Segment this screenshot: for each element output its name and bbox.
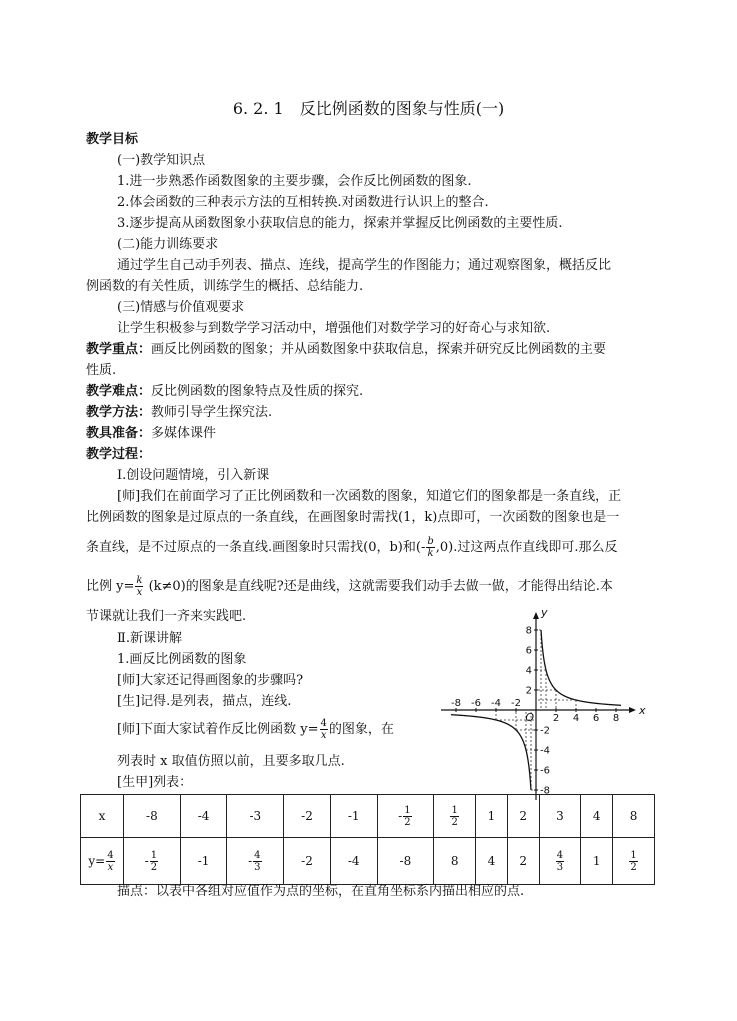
x-tick-label: -4 xyxy=(491,698,501,709)
fraction-b-denominator: k xyxy=(427,548,434,559)
dialog-line-3b: 的图象，在 xyxy=(328,722,394,737)
y-tick-label: -6 xyxy=(540,765,550,777)
table-y-fraction-numerator: 4 xyxy=(107,849,114,861)
table-y-prefix: y= xyxy=(88,853,106,868)
origin-label: O xyxy=(525,711,534,724)
table-y-fraction-denominator: x xyxy=(107,861,114,873)
table-cell-fraction: $\frac{1}{2}$ xyxy=(451,804,458,828)
ability-text-2: 例函数的有关性质，训练学生的概括、总结能力. xyxy=(86,279,364,294)
y-tick-label: 2 xyxy=(525,685,532,697)
table-row-y xyxy=(81,838,655,885)
fraction-4-numerator: 4 xyxy=(320,718,327,729)
x-tick-label: 4 xyxy=(572,713,580,724)
fraction-k-numerator: k xyxy=(136,575,143,586)
table-cell-y: -1 xyxy=(180,838,227,885)
table-cell-y: -4 xyxy=(330,838,377,885)
knowledge-item-1: 1.进一步熟悉作函数图象的主要步骤，会作反比例函数的图象. xyxy=(117,174,472,189)
y-tick-label: 4 xyxy=(525,665,532,677)
paragraph-1-line-3a: 条直线，是不过原点的一条直线.画图象时只需找(0，b)和(- xyxy=(86,540,426,555)
subsection-1-heading: 1.画反比例函数的图象 xyxy=(117,652,247,667)
section-1-heading: Ⅰ.创设问题情境，引入新课 xyxy=(117,468,270,483)
table-cell-x: - $\frac{1}{2}$ xyxy=(377,795,434,838)
paragraph-1-line-2: 比例函数的图象是过原点的一条直线，在画图象时需找(1，k)点即可，一次函数的图象也是一 xyxy=(86,510,620,525)
table-y-fraction xyxy=(106,850,114,873)
ability-text-1: 通过学生自己动手列表、描点、连线，提高学生的作图能力；通过观察图象，概括反比 xyxy=(117,258,612,273)
goals-heading: 教学目标 xyxy=(86,132,139,147)
hyperbola-branch-negative xyxy=(451,715,531,790)
table-cell-x: -3 xyxy=(227,795,284,838)
x-tick-label: -2 xyxy=(511,698,521,709)
table-cell-x: 4 xyxy=(581,795,613,838)
paragraph-1-line-4a: 比例 y= xyxy=(86,579,135,594)
table-cell-y: - $\frac{4}{3}$ xyxy=(227,838,284,885)
table-cell-x: 2 xyxy=(507,795,539,838)
y-tick-label: 6 xyxy=(525,645,532,657)
knowledge-heading: (一)教学知识点 xyxy=(117,153,206,168)
table-cell-y: -8 xyxy=(377,838,434,885)
fraction-b-numerator: b xyxy=(427,536,434,547)
table-cell-x: -1 xyxy=(330,795,377,838)
paragraph-1-line-3 xyxy=(86,536,618,559)
paragraph-1-line-5: 节课就让我们一齐来实践吧. xyxy=(86,609,247,624)
table-cell-fraction: $\frac{1}{2}$ xyxy=(150,849,158,873)
focus-line-1 xyxy=(86,342,606,358)
table-y-header xyxy=(81,838,124,885)
fraction-k-denominator: x xyxy=(136,587,143,598)
table-cell-y: - $\frac{1}{2}$ xyxy=(124,838,181,885)
table-cell-x: -4 xyxy=(180,795,227,838)
method-label: 教学方法： xyxy=(86,405,152,420)
y-axis-label: y xyxy=(541,610,548,619)
dialog-line-1: [师]大家还记得画图象的步骤吗? xyxy=(117,673,304,688)
table-cell-x: -8 xyxy=(124,795,181,838)
process-label: 教学过程： xyxy=(86,447,152,462)
knowledge-item-3: 3.逐步提高从函数图象小获取信息的能力，探索并掌握反比例函数的主要性质. xyxy=(117,216,563,231)
ability-heading: (二)能力训练要求 xyxy=(117,237,219,252)
table-cell-y: 2 xyxy=(507,838,539,885)
method-line xyxy=(86,405,272,421)
table-cell-y: 4 xyxy=(476,838,508,885)
paragraph-1-line-4b: (k≠0)的图象是直线呢?还是曲线，这就需要我们动手去做一做，才能得出结论.本 xyxy=(144,579,613,594)
paragraph-1-line-1: [师]我们在前面学习了正比例函数和一次函数的图象，知道它们的图象都是一条直线，正 xyxy=(117,489,622,504)
emotion-heading: (三)情感与价值观要求 xyxy=(117,300,245,315)
x-axis-arrow xyxy=(629,707,636,713)
value-table xyxy=(80,794,655,885)
table-cell-y xyxy=(613,838,655,885)
tools-text: 多媒体课件 xyxy=(151,426,217,441)
method-text: 教师引导学生探究法. xyxy=(151,405,273,420)
y-tick-label: -4 xyxy=(540,745,550,757)
table-x-header: x xyxy=(81,795,124,838)
dialog-line-3a: [师]下面大家试着作反比例函数 y= xyxy=(117,722,319,737)
paragraph-1-line-4 xyxy=(86,575,613,598)
dialog-line-4: 列表时 x 取值仿照以前，且要多取几点. xyxy=(117,754,345,769)
table-cell-fraction: $\frac{4}{3}$ xyxy=(556,849,564,873)
x-tick-label: 8 xyxy=(612,713,620,724)
fraction-4-denominator: x xyxy=(320,730,327,741)
y-tick-label: -2 xyxy=(540,725,550,737)
knowledge-item-2: 2.体会函数的三种表示方法的互相转换.对函数进行认识上的整合. xyxy=(117,195,489,210)
table-cell-y: 8 xyxy=(434,838,476,885)
y-axis-arrow xyxy=(533,612,539,619)
fraction-k-over-x xyxy=(135,575,143,598)
x-axis-label: x xyxy=(639,704,646,717)
emotion-text: 让学生积极参与到数学学习活动中，增强他们对数学学习的好奇心与求知欲. xyxy=(117,321,551,336)
table-cell-x: 8 xyxy=(613,795,655,838)
y-tick-label: -8 xyxy=(540,785,550,797)
dialog-line-5: [生甲]列表： xyxy=(117,775,193,790)
table-cell-x: 1 xyxy=(476,795,508,838)
difficulty-label: 教学难点： xyxy=(86,384,152,399)
fraction-4-over-x xyxy=(320,718,328,741)
paragraph-1-line-3b: ,0).过这两点作直线即可.那么反 xyxy=(435,540,618,555)
table-cell-y xyxy=(539,838,581,885)
fraction-b-over-k xyxy=(426,536,434,559)
table-cell-fraction: $\frac{1}{2}$ xyxy=(404,804,411,828)
table-cell-fraction: $\frac{4}{3}$ xyxy=(254,849,261,873)
x-tick-label: -8 xyxy=(451,698,461,709)
x-tick-label: -6 xyxy=(471,698,481,709)
table-cell-y: -2 xyxy=(284,838,331,885)
table-cell-x: 3 xyxy=(539,795,581,838)
x-tick-label: 2 xyxy=(552,713,560,724)
difficulty-line xyxy=(86,384,363,400)
dialog-line-3 xyxy=(117,718,394,741)
difficulty-text: 反比例函数的图象特点及性质的探究. xyxy=(151,384,364,399)
table-cell-x xyxy=(434,795,476,838)
table-cell-x: -2 xyxy=(284,795,331,838)
x-tick-label: 6 xyxy=(592,713,600,724)
tools-line xyxy=(86,426,216,442)
table-cell-y: 1 xyxy=(581,838,613,885)
table-cell-fraction: $\frac{1}{2}$ xyxy=(630,849,637,873)
footer-text: 描点：以表中各组对应值作为点的坐标，在直角坐标系内描出相应的点. xyxy=(117,884,525,899)
focus-text-2: 性质. xyxy=(86,363,117,378)
focus-label: 教学重点： xyxy=(86,342,152,357)
y-tick-label: 8 xyxy=(525,625,532,637)
hyperbola-branch-positive xyxy=(541,630,621,705)
tools-label: 教具准备： xyxy=(86,426,152,441)
page-title: 6. 2. 1 反比例函数的图象与性质(一) xyxy=(232,99,505,118)
focus-text-1: 画反比例函数的图象；并从函数图象中获取信息，探索并研究反比例函数的主要 xyxy=(151,342,607,357)
section-2-heading: Ⅱ.新课讲解 xyxy=(117,631,182,646)
hyperbola-graph xyxy=(418,610,648,800)
table-row-x xyxy=(81,795,655,838)
dialog-line-2: [生]记得.是列表，描点，连线. xyxy=(117,694,292,709)
